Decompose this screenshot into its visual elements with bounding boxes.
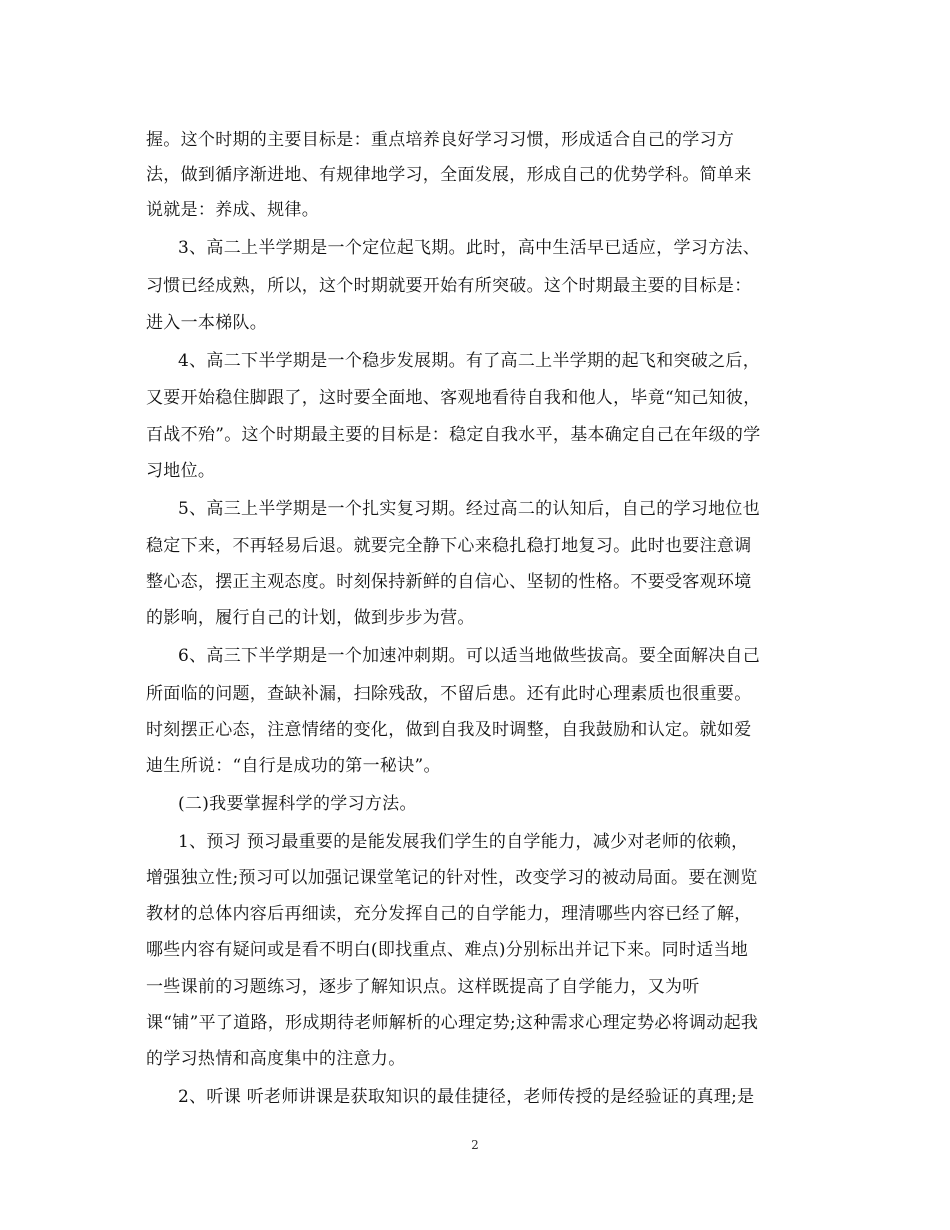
text-line: 哪些内容有疑问或是看不明白(即找重点、难点)分别标出并记下来。同时适当地 [146, 940, 749, 960]
text-line: 的学习热情和高度集中的注意力。 [146, 1049, 406, 1069]
text-line: 法，做到循序渐进地、有规律地学习，全面发展，形成自己的优势学科。简单来 [146, 165, 752, 185]
text-line: 2、听课 听老师讲课是获取知识的最佳捷径，老师传授的是经验证的真理;是 [178, 1087, 755, 1107]
page-number: 2 [471, 1138, 479, 1152]
text-line: 增强独立性;预习可以加强记课堂笔记的针对性，改变学习的被动局面。要在测览 [146, 868, 758, 888]
text-line: 3、高二上半学期是一个定位起飞期。此时，高中生活早已适应，学习方法、 [178, 238, 761, 258]
text-line: 一些课前的习题练习，逐步了解知识点。这样既提高了自学能力，又为听 [146, 977, 700, 997]
section-heading: (二)我要掌握科学的学习方法。 [178, 794, 417, 814]
text-line: 习地位。 [146, 461, 216, 481]
text-line: 5、高三上半学期是一个扎实复习期。经过高二的认知后，自己的学习地位也 [178, 499, 761, 519]
text-line: 百战不殆”。这个时期最主要的目标是：稳定自我水平，基本确定自己在年级的学 [146, 425, 761, 445]
text-line: 整心态，摆正主观态度。时刻保持新鲜的自信心、坚韧的性格。不要受客观环境 [146, 572, 752, 592]
text-line: 的影响，履行自己的计划，做到步步为营。 [146, 608, 475, 628]
text-line: 教材的总体内容后再细读，充分发挥自己的自学能力，理清哪些内容已经了解， [146, 904, 752, 924]
text-line: 说就是：养成、规律。 [146, 200, 319, 220]
text-line: 稳定下来，不再轻易后退。就要完全静下心来稳扎稳打地复习。此时也要注意调 [146, 536, 752, 556]
text-line: 时刻摆正心态，注意情绪的变化，做到自我及时调整，自我鼓励和认定。就如爱 [146, 720, 752, 740]
text-line: 又要开始稳住脚跟了，这时要全面地、客观地看待自我和他人，毕竟“知己知彼， [146, 388, 761, 408]
text-line: 习惯已经成熟，所以，这个时期就要开始有所突破。这个时期最主要的目标是： [146, 276, 752, 296]
text-line: 握。这个时期的主要目标是：重点培养良好学习习惯，形成适合自己的学习方 [146, 130, 735, 150]
text-line: 进入一本梯队。 [146, 313, 268, 333]
text-line: 所面临的问题，查缺补漏，扫除残敌，不留后患。还有此时心理素质也很重要。 [146, 684, 752, 704]
text-line: 课“铺”平了道路，形成期待老师解析的心理定势;这种需求心理定势必将调动起我 [146, 1013, 759, 1033]
text-line: 6、高三下半学期是一个加速冲刺期。可以适当地做些拔高。要全面解决自己 [178, 646, 761, 666]
text-line: 4、高二下半学期是一个稳步发展期。有了高二上半学期的起飞和突破之后， [178, 351, 761, 371]
text-line: 迪生所说：“自行是成功的第一秘诀”。 [146, 756, 441, 776]
text-line: 1、预习 预习最重要的是能发展我们学生的自学能力，减少对老师的依赖， [178, 832, 749, 852]
